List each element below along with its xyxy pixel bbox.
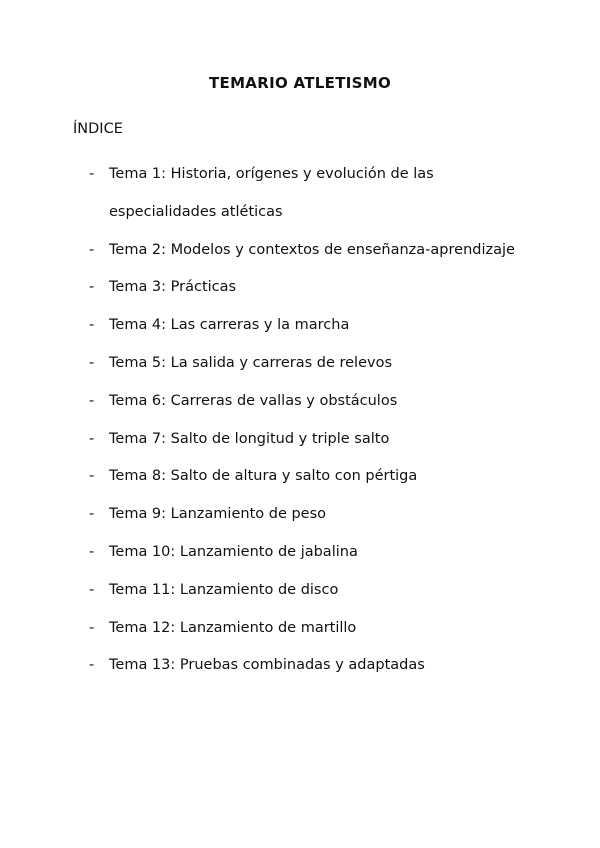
toc-item-2 — [0, 232, 600, 270]
toc-item-label: Tema 3: Prácticas — [109, 279, 237, 296]
bullet-dash: - — [89, 241, 95, 258]
bullet-dash: - — [89, 392, 95, 409]
toc-item-label: Tema 1: Historia, orígenes y evolución de las especialidades atléticas — [109, 166, 434, 220]
bullet-dash: - — [89, 430, 95, 447]
toc-item-label: Tema 6: Carreras de vallas y obstáculos — [109, 392, 398, 409]
toc-item-7 — [0, 421, 600, 459]
toc-item-4 — [0, 307, 600, 345]
bullet-dash: - — [89, 468, 95, 485]
table-of-contents — [0, 156, 600, 685]
bullet-dash: - — [89, 317, 95, 334]
toc-item-8 — [0, 458, 600, 496]
bullet-dash: - — [89, 581, 95, 598]
toc-item-label: Tema 7: Salto de longitud y triple salto — [109, 430, 390, 447]
toc-item-1 — [0, 156, 600, 232]
toc-item-13 — [0, 647, 600, 685]
toc-item-12 — [0, 610, 600, 648]
bullet-dash: - — [89, 166, 95, 182]
toc-item-label: Tema 4: Las carreras y la marcha — [109, 317, 350, 334]
toc-item-label: Tema 11: Lanzamiento de disco — [109, 581, 339, 598]
toc-item-9 — [0, 496, 600, 534]
toc-item-label: Tema 2: Modelos y contextos de enseñanza-aprendizaje — [109, 241, 515, 258]
bullet-dash: - — [89, 279, 95, 296]
toc-item-label: Tema 8: Salto de altura y salto con pértiga — [109, 468, 418, 485]
toc-item-label: Tema 10: Lanzamiento de jabalina — [109, 543, 358, 560]
toc-item-label: Tema 12: Lanzamiento de martillo — [109, 619, 357, 636]
bullet-dash: - — [89, 354, 95, 371]
toc-item-label: Tema 5: La salida y carreras de relevos — [109, 354, 393, 371]
toc-item-10 — [0, 534, 600, 572]
toc-item-6 — [0, 383, 600, 421]
toc-item-label: Tema 13: Pruebas combinadas y adaptadas — [109, 657, 425, 674]
toc-item-5 — [0, 345, 600, 383]
section-heading: ÍNDICE — [73, 121, 123, 137]
bullet-dash: - — [89, 543, 95, 560]
toc-item-11 — [0, 572, 600, 610]
bullet-dash: - — [89, 506, 95, 523]
document-title: TEMARIO ATLETISMO — [209, 74, 391, 92]
toc-item-label: Tema 9: Lanzamiento de peso — [109, 506, 327, 523]
toc-item-3 — [0, 269, 600, 307]
bullet-dash: - — [89, 619, 95, 636]
bullet-dash: - — [89, 657, 95, 674]
